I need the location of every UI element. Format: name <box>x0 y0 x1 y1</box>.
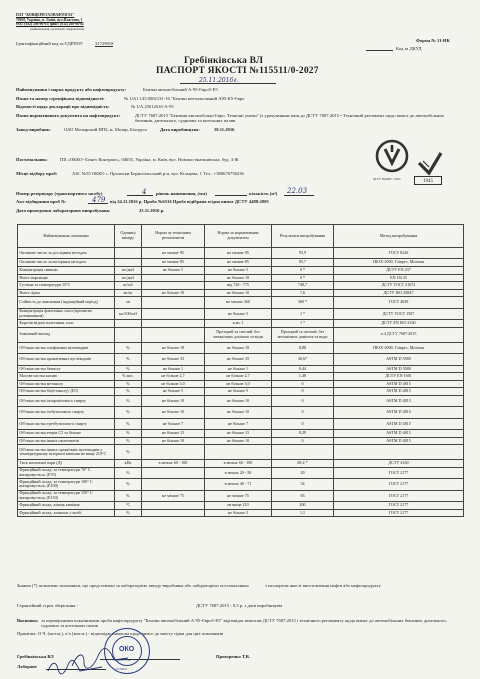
row-reg-norm: в межах 60 - 100 <box>142 460 205 468</box>
decl-value: № UA.25012016-А-95 <box>131 104 174 109</box>
row-doc-norm: не вище 210 <box>205 502 272 510</box>
row-result: 1,1 <box>272 509 334 517</box>
col-header-name: Найменування показника <box>18 225 115 248</box>
row-name: Вміст сірки <box>18 289 115 297</box>
row-name: Концентрація свинцю <box>18 266 115 274</box>
table-row <box>18 248 464 259</box>
row-doc-norm: не менше 75 <box>205 490 272 501</box>
row-result: 68,4 * <box>272 460 334 468</box>
row-unit: % <box>115 479 142 490</box>
row-unit: % мас. <box>115 373 142 381</box>
maker-label: Завод-виробник: <box>16 127 51 132</box>
row-name: Об'ємна частка третбутилового спирту <box>18 418 115 429</box>
row-name: Октанове число за моторним методом <box>18 259 115 267</box>
row-unit: % <box>115 395 142 406</box>
row-unit: % <box>115 407 142 418</box>
prod-date-value: 10.11.2016 <box>214 127 235 132</box>
row-method: EN 16135 <box>334 274 464 282</box>
row-unit: °С <box>115 502 142 510</box>
row-method <box>334 445 464 460</box>
table-row <box>18 437 464 445</box>
row-name: Масова частка кисню <box>18 373 115 381</box>
row-method: ГОСТ 2177 <box>334 502 464 510</box>
row-reg-norm: не більше 35 <box>142 354 205 365</box>
row-doc-norm: не більше 2,7 <box>205 373 272 381</box>
row-name: Октанове число за дослідним методом <box>18 248 115 259</box>
row-reg-norm <box>142 297 205 308</box>
row-method: ASTM D 5580 <box>334 354 464 365</box>
table-row <box>18 430 464 438</box>
table-row <box>18 380 464 388</box>
row-result: 8,29 <box>272 430 334 438</box>
row-doc-norm: не більше 2 <box>205 509 272 517</box>
row-method: ГОСТ 8226 <box>334 248 464 259</box>
conclusion-label: Висновок: <box>17 618 39 623</box>
act-line <box>88 203 108 204</box>
row-unit: хв <box>115 297 142 308</box>
table-row <box>18 395 464 406</box>
row-doc-norm: не більше 10 <box>205 407 272 418</box>
table-row <box>18 282 464 290</box>
accreditation-logo <box>375 139 409 175</box>
col-header-method: Метод випробування <box>334 225 464 248</box>
row-result: 83 <box>272 490 334 501</box>
row-doc-norm: не менше 95 <box>205 248 272 259</box>
row-result: 0 <box>272 418 334 429</box>
row-method: IROX-2000, Гліврес, Міліпан <box>334 342 464 353</box>
row-result: 1 * <box>272 320 334 328</box>
row-result: 0 <box>272 380 334 388</box>
place-label: Місце відбору проб: <box>16 171 58 176</box>
row-name: Густина за температури 15°С <box>18 282 115 290</box>
table-row <box>18 479 464 490</box>
row-result: 200 <box>272 502 334 510</box>
row-reg-norm <box>142 320 205 328</box>
row-unit: % <box>115 388 142 396</box>
row-method: IROX-2000, Гліврес, Міліпан <box>334 259 464 267</box>
row-name: Корозія мідної пластинки, клас <box>18 320 115 328</box>
norm-value: ДСТУ 7687:2015 "Бензини автомобільні Євро. Технічні умови" (з урахуванням змін до ДСТУ 7687:2015 • Технічний регламент щодо вимог до автомобільних бензинів, дизельного, суднових та котельних палив <box>135 113 445 124</box>
table-row <box>18 259 464 267</box>
row-doc-norm: в межах 46 - 71 <box>205 479 272 490</box>
row-unit: мг/дм3 <box>115 266 142 274</box>
row-result: 85,7 <box>272 259 334 267</box>
table-row <box>18 274 464 282</box>
row-method: ГОСТ 2177 <box>334 467 464 478</box>
row-method: ГОСТ 2177 <box>334 509 464 517</box>
row-unit: % <box>115 380 142 388</box>
row-result: 0,44 <box>272 365 334 373</box>
quality-mark-box <box>414 176 442 185</box>
row-result: 30,67 <box>272 354 334 365</box>
row-method: п.4 ДСТУ 7687:2015 <box>334 327 464 342</box>
row-reg-norm <box>142 327 205 342</box>
row-method: ASTM D 4815 <box>334 437 464 445</box>
row-result: 8,88 <box>272 342 334 353</box>
row-name: Об'ємна частка метанолу <box>18 380 115 388</box>
row-reg-norm: не більше 10 <box>142 289 205 297</box>
row-unit <box>115 248 142 259</box>
row-result <box>272 445 334 460</box>
row-reg-norm: не більше 7 <box>142 418 205 429</box>
row-unit: мг/дм3 <box>115 274 142 282</box>
row-result: 7,6 <box>272 289 334 297</box>
qty-line <box>284 195 314 196</box>
row-name: Об'ємна частка ізобутилового спирту <box>18 407 115 418</box>
row-doc-norm: не більше 7 <box>205 418 272 429</box>
row-reg-norm <box>142 467 205 478</box>
cert-value: № UA1.145.0002131-16 "Бензин неетильований А95-К5-Євро <box>124 96 245 101</box>
table-row <box>18 320 464 328</box>
row-result: 360 * <box>272 297 334 308</box>
row-reg-norm: не менше 75 <box>142 490 205 501</box>
passport-title: ПАСПОРТ ЯКОСТІ №115511/0-2027 <box>156 66 319 76</box>
row-method: ДСТУ EN 1601 <box>334 373 464 381</box>
row-result: 95,9 <box>272 248 334 259</box>
row-result: 0 * <box>272 266 334 274</box>
table-row <box>18 445 464 460</box>
lab-stamp <box>104 628 150 674</box>
row-unit <box>115 327 142 342</box>
form-number: Форма № 11-НК <box>416 38 450 43</box>
row-name: Об'ємна частка ізопропілового спирту <box>18 395 115 406</box>
row-doc-norm: в межах 20 - 50 <box>205 467 272 478</box>
row-name: Об'ємна частка інших оксигенатів <box>18 437 115 445</box>
accreditation-icon <box>375 139 409 175</box>
lab-assistant-label: Лаборант <box>17 664 38 669</box>
row-reg-norm: не більше 10 <box>142 437 205 445</box>
table-row <box>18 490 464 501</box>
row-reg-norm: не менше 95 <box>142 248 205 259</box>
lab-date-label: Дата проведення лабораторних випробувань: <box>16 208 111 213</box>
row-doc-norm: не більше 10 <box>205 289 272 297</box>
edrpou-label: Ідентифікаційний код за ЄДРПОУ <box>16 41 84 46</box>
row-doc-norm: не більше 3,0 <box>205 380 272 388</box>
asterisk-tail: з паспортом якості виготовлення нафти або нафтопродукту <box>265 583 381 588</box>
edrpou-value: 31729918 <box>95 41 114 46</box>
table-row <box>18 365 464 373</box>
row-reg-norm <box>142 502 205 510</box>
row-reg-norm <box>142 282 205 290</box>
tank-label: Номер резервуару (транспортного засобу) <box>16 191 103 196</box>
row-name: Фракційний склад: за температури 150° С випаровується, (Е150) <box>18 490 115 501</box>
row-method: ДСТУ EN ISO 2160 <box>334 320 464 328</box>
table-row <box>18 388 464 396</box>
stamp-center: ОКО <box>119 646 135 653</box>
row-name: Зовнішній вигляд <box>18 327 115 342</box>
row-method: ДСТУ 4160 <box>334 460 464 468</box>
row-result: 29 <box>272 467 334 478</box>
row-doc-norm: не більше 10 <box>205 437 272 445</box>
recipient-value: ПІІ «ОККО- Бізнес Контракт», 04655, Україна, м. Київ, вул. Новокостянтинівська, буд. 4-Ж <box>60 157 239 162</box>
prod-date-label: Дата виробництва: <box>160 127 200 132</box>
stamp-ring-text: ЯКОСТІ № <box>116 658 131 662</box>
row-doc-norm: не більше 5 <box>205 388 272 396</box>
row-unit: % <box>115 490 142 501</box>
decl-label: Відомості щодо декларації про відповідність: <box>16 104 110 109</box>
col-header-result: Результати випробування <box>272 225 334 248</box>
row-reg-norm: не більше 18 <box>142 342 205 353</box>
row-reg-norm: не більше 10 <box>142 395 205 406</box>
row-name: Фракційний склад: кінець кипіння <box>18 502 115 510</box>
row-name: Об'ємна частка ароматичних вуглеводнів <box>18 354 115 365</box>
table-row <box>18 327 464 342</box>
row-unit: % <box>115 354 142 365</box>
row-doc-norm: від 720 - 775 <box>205 282 272 290</box>
lab-date-value: 25.11.2016 р. <box>139 208 165 213</box>
kdud-line <box>366 50 393 51</box>
row-unit: % <box>115 437 142 445</box>
row-method: ДСТУ EN 237 <box>334 266 464 274</box>
level-line <box>215 195 247 196</box>
row-method: ASTM D 5580 <box>334 365 464 373</box>
row-unit: % <box>115 430 142 438</box>
table-row <box>18 467 464 478</box>
row-name: Фракційний склад: за температури 70° С випаровується, (Е70) <box>18 467 115 478</box>
row-method: ASTM D 4815 <box>334 407 464 418</box>
table-row <box>18 373 464 381</box>
col-header-doc-norm: Норма за нормативним документом <box>205 225 272 248</box>
conclusion-note: Примітка: О.Ч. (мот.м.), о/ч (мот.м.) - відповідає вимогам щодо вимог до вмісту сірки для цих показників <box>17 631 224 636</box>
row-result: 0 <box>272 395 334 406</box>
row-reg-norm <box>142 274 205 282</box>
row-result: 0 * <box>272 274 334 282</box>
row-doc-norm: не більше 5 <box>205 308 272 319</box>
row-method: ASTM D 4815 <box>334 388 464 396</box>
row-doc-norm: не більше 18 <box>205 274 272 282</box>
row-doc-norm <box>205 445 272 460</box>
row-reg-norm: не більше 2,7 <box>142 373 205 381</box>
quality-mark-number: 1945 <box>423 179 433 184</box>
row-result: 1 * <box>272 308 334 319</box>
row-result: 0 <box>272 407 334 418</box>
row-name: Тиск насиченої пари (Д) <box>18 460 115 468</box>
row-reg-norm <box>142 308 205 319</box>
row-name: Стійкість до окиснення (індукційний період) <box>18 297 115 308</box>
conclusion-text: за перевіреними показниками проба нафтопродукту "Бензин автомобільний А-95-Євро5-Е5" відповідає вимогам ДСТУ 7687:2015 і технічного регламенту щодо вимог до автомобільних бензинів, дизельного, суднових та котельних палив <box>41 618 447 629</box>
qty-label: кількість (м³) <box>249 191 278 196</box>
table-row <box>18 297 464 308</box>
row-result: 0 <box>272 437 334 445</box>
level-label: рівень наповнення, (мм) <box>156 191 207 196</box>
lab-title: Гребінківська ВЛ <box>184 56 264 66</box>
row-doc-norm: не більше 5 <box>205 266 272 274</box>
row-reg-norm <box>142 479 205 490</box>
row-unit: % <box>115 342 142 353</box>
row-doc-norm: в межах 60 - 100 <box>205 460 272 468</box>
table-row <box>18 354 464 365</box>
company-tel: тел.: (032) 298-96-91; факс: (032) 298-96-02 <box>16 22 84 26</box>
col-header-reg-norm: Норма за технічним регламентом <box>142 225 205 248</box>
row-reg-norm: не більше 10 <box>142 407 205 418</box>
qty-value: 22.03 <box>287 187 308 195</box>
row-method: ДСТУ ГОСТ 1567 <box>334 308 464 319</box>
row-name: Об'ємна частка етерів С5 та більше <box>18 430 115 438</box>
row-method: ДСТУ ГОСТ 31072 <box>334 282 464 290</box>
row-name: Фракційний склад: за температури 100° С випаровується, (Е100) <box>18 479 115 490</box>
product-value: Бензин автомобільний А-95-Євро5-Е5 <box>143 87 218 92</box>
date-line <box>180 83 276 84</box>
org-caption: (найменування, організації, підприємства) <box>30 27 85 31</box>
row-result: Прозорий та світлий, без механічних домішок та води <box>272 327 334 342</box>
row-doc-norm: не більше 1 <box>205 365 272 373</box>
table-row <box>18 342 464 353</box>
row-reg-norm: не більше 5 <box>142 266 205 274</box>
row-unit: кг/м3 <box>115 282 142 290</box>
row-name: Концентрація фактичних смол (промитих розчинником) <box>18 308 115 319</box>
row-unit: мг/100см3 <box>115 308 142 319</box>
row-name: Об'ємна частка бензолу <box>18 365 115 373</box>
recipient-label: Постачальник: <box>16 157 48 162</box>
table-row <box>18 509 464 517</box>
row-reg-norm: не менше 85 <box>142 259 205 267</box>
act-number: 479 <box>92 195 106 204</box>
maker-value: ОАО Мозырский НПЗ, м. Мозир, Білорусь <box>64 127 148 132</box>
row-doc-norm: не менше 360 <box>205 297 272 308</box>
stamp-edrpou: 31729918 <box>115 667 127 671</box>
product-label: Найменування і марка продукту або нафтопродукту: <box>16 87 127 92</box>
row-name: Вміст марганцю <box>18 274 115 282</box>
row-reg-norm <box>142 509 205 517</box>
act-tail: від 24.11.2016 р. Проба №6516 Проба відібрана згідно вимог ДСТУ 4488:2005 <box>110 199 269 204</box>
row-doc-norm: не більше 10 <box>205 395 272 406</box>
row-method: ГОСТ 2177 <box>334 490 464 501</box>
row-unit: % <box>115 467 142 478</box>
row-method: ГОСТ 4039 <box>334 297 464 308</box>
norm-label: Назва нормативного документа на нафтопродукт: <box>16 113 121 118</box>
row-reg-norm: не більше 5 <box>142 388 205 396</box>
warranty-label: Гарантійний строк зберігання - <box>17 603 79 608</box>
row-unit: кПа <box>115 460 142 468</box>
row-unit: % <box>115 445 142 460</box>
row-result: 1,48 <box>272 373 334 381</box>
table-row <box>18 266 464 274</box>
quality-mark-logo <box>416 151 444 177</box>
row-name: Фракційний склад: залишок у колбі <box>18 509 115 517</box>
act-label: Акт відбирання проб № <box>16 199 66 204</box>
row-method: ASTM D 4815 <box>334 395 464 406</box>
row-method: ASTM D 4815 <box>334 418 464 429</box>
row-result: 54 <box>272 479 334 490</box>
row-method: ASTM D 4815 <box>334 430 464 438</box>
table-row <box>18 502 464 510</box>
quality-table <box>17 224 464 517</box>
row-result: 748,7 <box>272 282 334 290</box>
table-row <box>18 460 464 468</box>
company-name: ПАТ "КОНЦЕРН ГАЛНАФТОГАЗ" <box>16 13 75 17</box>
accreditation-caption: ДСТУ ISO/IEC 17025 <box>373 177 401 181</box>
row-method: ASTM D 4815 <box>334 380 464 388</box>
row-doc-norm: не більше 18 <box>205 342 272 353</box>
row-reg-norm: не більше 15 <box>142 430 205 438</box>
table-body <box>18 248 464 517</box>
table-row <box>18 418 464 429</box>
cert-label: Назва та номер сертифіката відповідності: <box>16 96 105 101</box>
row-method: ДСТУ ISO 20847 <box>334 289 464 297</box>
row-doc-norm: Прозорий та світлий, без механічних домішок та води <box>205 327 272 342</box>
warranty-tail: ДСТУ 7687:2015 - 0,5 р. з дати виробництва <box>196 603 283 608</box>
row-doc-norm: не менше 85 <box>205 259 272 267</box>
row-method: ГОСТ 2177 <box>334 479 464 490</box>
row-reg-norm: не більше 3,0 <box>142 380 205 388</box>
table-row <box>18 407 464 418</box>
row-unit: % <box>115 509 142 517</box>
row-result: 0 <box>272 388 334 396</box>
kdud-label: Код за ДКУД <box>396 46 422 51</box>
tank-line <box>127 195 153 196</box>
check-mark-icon <box>416 151 444 177</box>
company-address: 79058, Україна, м. Львів, вул.Пластова, 1 <box>16 17 83 22</box>
head-name: Прохоренко Т.В. <box>216 654 250 659</box>
asterisk-note: Знаком (*) позначено показники, що представлені за лабораторією заводу-виробника або лабораторією постачальника <box>17 583 249 588</box>
lab-signature <box>46 659 106 677</box>
table-row <box>18 308 464 319</box>
col-header-unit: Одиниці виміру <box>115 225 142 248</box>
row-name: Об'ємна частка біо(етанолу), (Е5) <box>18 388 115 396</box>
tank-value: 4 <box>142 188 147 196</box>
row-unit <box>115 320 142 328</box>
table-header-row <box>18 225 464 248</box>
row-unit <box>115 259 142 267</box>
row-name: Об'ємна частка інших органічних вуглеводнів у температурному інтервалі кипіння не вище 210°С <box>18 445 115 460</box>
row-doc-norm: не більше 35 <box>205 354 272 365</box>
row-unit: % <box>115 418 142 429</box>
row-unit: % <box>115 365 142 373</box>
row-name: Об'ємна частка олефінових вуглеводнів <box>18 342 115 353</box>
row-reg-norm <box>142 445 205 460</box>
place-value: АЗС №55 ОККО с. Пролиски Бориспільський р-н, вул. Кільцева, 1 Тел.: +380676756236 <box>72 171 244 176</box>
row-doc-norm: не більше 15 <box>205 430 272 438</box>
row-unit: мг/кг <box>115 289 142 297</box>
table-row <box>18 289 464 297</box>
row-reg-norm: не більше 1 <box>142 365 205 373</box>
head-label: Гребінківська ВЛ <box>17 654 54 659</box>
handwritten-date: 25.11.2016г. <box>199 77 239 84</box>
row-doc-norm: клас 1 <box>205 320 272 328</box>
